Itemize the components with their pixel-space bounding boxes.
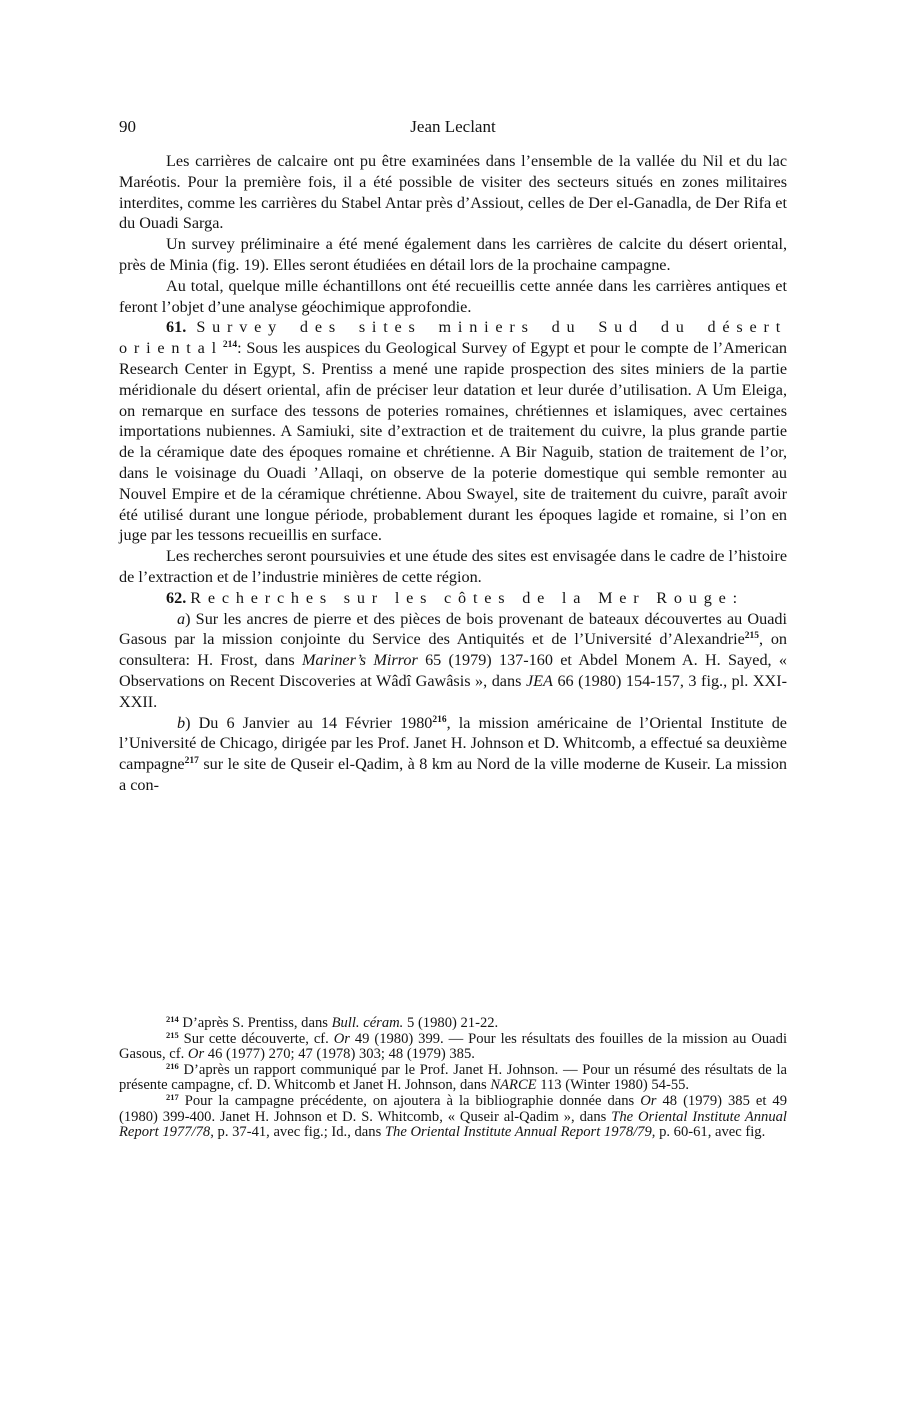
- journal-title: JEA: [525, 671, 553, 690]
- section-number: 62.: [166, 588, 187, 607]
- footnote-ref: 215: [744, 631, 760, 642]
- section-title: Recherches sur les côtes de la Mer Rouge: [190, 588, 733, 607]
- footnote-ref: 214: [222, 340, 238, 351]
- footnote-ref: 216: [432, 714, 447, 725]
- footnote-217: $^{217}$ Pour la campagne précédente, on ajoutera à la bibliographie donnée dans Or 48 (1979) 385 et 49 (1980) 399-400. Janet H. Johnson et D. S. Whitcomb, « Quseir al-Qadim », dans The Oriental Institute Annual Report 1977/78, p. 37-41, avec fig.; Id., dans The Oriental Institute Annual Report 1978/79, p. 60-61, avec fig.: [119, 1091, 788, 1141]
- footnote-number: 215: [166, 1029, 179, 1040]
- journal-title: The Oriental Institute Annual Report 1977/78: [119, 1108, 787, 1141]
- item-label: a: [177, 609, 186, 628]
- paragraph-limestone-quarries: Les carrières de calcaire ont pu être examinées dans l’ensemble de la vallée du Nil et du lac Maréotis. Pour la première fois, il a été possible de visiter des secteurs situés en zones militaires interdites, comme les carrières du Stabel Antar près d’Assiout, celles de Der el-Ganadla, de Der Rifa et du Ouadi Sarga.: [119, 152, 787, 233]
- main-text: [119, 151, 787, 796]
- running-header: [119, 116, 787, 138]
- section-text: : Sous les auspices du Geological Survey of Egypt et pour le compte de l’American Research Center in Egypt, S. Prentiss a mené une rapide prospection des sites miniers de la partie méridionale du désert oriental, afin de préciser leur datation et leur durée d’utilisation. A Um Eleiga, on remarque en surface des tessons de poteries romaines, chrétiennes et islamiques, avec certaines importations nubiennes. A Samiuki, site d’extraction et de traitement du cuivre, la plus grande partie de la céramique date des époques romaine et chrétienne. A Bir Naguib, station de traitement de l’or, dans le voisinage du Ouadi ’Allaqi, on observe de la poterie domestique qui semble remonter au Nouvel Empire et de la céramique chrétienne. Abou Swayel, site de traitement du cuivre, paraît avoir été utilisé durant une longue période, probablement durant les époques lagide et romaine, si l’on en juge par les tessons recueillis en surface.: [119, 339, 787, 545]
- footnote-214: $^{214}$ D’après S. Prentiss, dans Bull. céram. 5 (1980) 21-22.: [166, 1014, 499, 1031]
- footnote-216: $^{216}$ D’après un rapport communiqué par le Prof. Janet H. Johnson. — Pour un résumé des résultats de la présente campagne, cf. D. Whitcomb et Janet H. Johnson, dans NARCE 113 (Winter 1980) 54-55.: [119, 1060, 787, 1094]
- subsection-a: a) Sur les ancres de pierre et des pièces de bois provenant de bateaux découvertes au Ouadi Gasous par la mission conjointe du Service des Antiquités et de l’Université d’Alexandrie$^{215}$, on consultera: H. Frost, dans Mariner’s Mirror 65 (1979) 137-160 et Abdel Monem A. H. Sayed, « Observations on Recent Discoveries at Wâdî Gawâsis », dans JEA 66 (1980) 154-157, 3 fig., pl. XXI-XXII.: [119, 609, 788, 711]
- section-62: [119, 588, 787, 609]
- paragraph-samples: Au total, quelque mille échantillons ont été recueillis cette année dans les carrières antiques et feront l’objet d’une analyse géochimique approfondie.: [119, 276, 787, 316]
- section-number: 61.: [166, 318, 187, 337]
- page-number: 90: [119, 117, 136, 136]
- item-label: b: [177, 713, 186, 732]
- journal-title: Or: [640, 1092, 657, 1109]
- footnote-ref: 217: [184, 756, 199, 767]
- journal-title: NARCE: [490, 1077, 537, 1094]
- section-colon: :: [732, 588, 738, 607]
- footnote-number: 217: [166, 1091, 179, 1102]
- footnote-number: 216: [166, 1060, 179, 1071]
- footnote-215: $^{215}$ Sur cette découverte, cf. Or 49 (1980) 399. — Pour les résultats des fouilles de la mission au Ouadi Gasous, cf. Or 46 (1977) 270; 47 (1978) 303; 48 (1979) 385.: [119, 1029, 787, 1063]
- journal-title: Or: [333, 1030, 350, 1047]
- running-author: Jean Leclant: [410, 117, 496, 136]
- paragraph-research-continued: Les recherches seront poursuivies et une étude des sites est envisagée dans le cadre de l’histoire de l’extraction et de l’industrie minières de cette région.: [119, 547, 787, 586]
- journal-title: Or: [187, 1046, 205, 1063]
- subsection-b: b) Du 6 Janvier au 14 Février 1980$^{216}$, la mission américaine de l’Oriental Institute de l’Université de Chicago, dirigée par les Prof. Janet H. Johnson et D. Whitcomb, a effectué sa deuxième campagne$^{217}$ sur le site de Quseir el-Qadim, à 8 km au Nord de la ville moderne de Kuseir. La mission a con-: [119, 713, 788, 794]
- footnotes: [119, 1016, 787, 1141]
- journal-title: The Oriental Institute Annual Report 1978/79: [384, 1124, 652, 1141]
- journal-title: Mariner’s Mirror: [301, 651, 418, 670]
- journal-title: Bull. céram.: [331, 1015, 404, 1031]
- footnote-number: 214: [166, 1014, 179, 1024]
- section-title: Survey des sites miniers du Sud du désert oriental: [119, 318, 788, 358]
- section-61: [119, 317, 787, 546]
- paragraph-calcite-survey: Un survey préliminaire a été mené également dans les carrières de calcite du désert oriental, près de Minia (fig. 19). Elles seront étudiées en détail lors de la prochaine campagne.: [119, 235, 787, 274]
